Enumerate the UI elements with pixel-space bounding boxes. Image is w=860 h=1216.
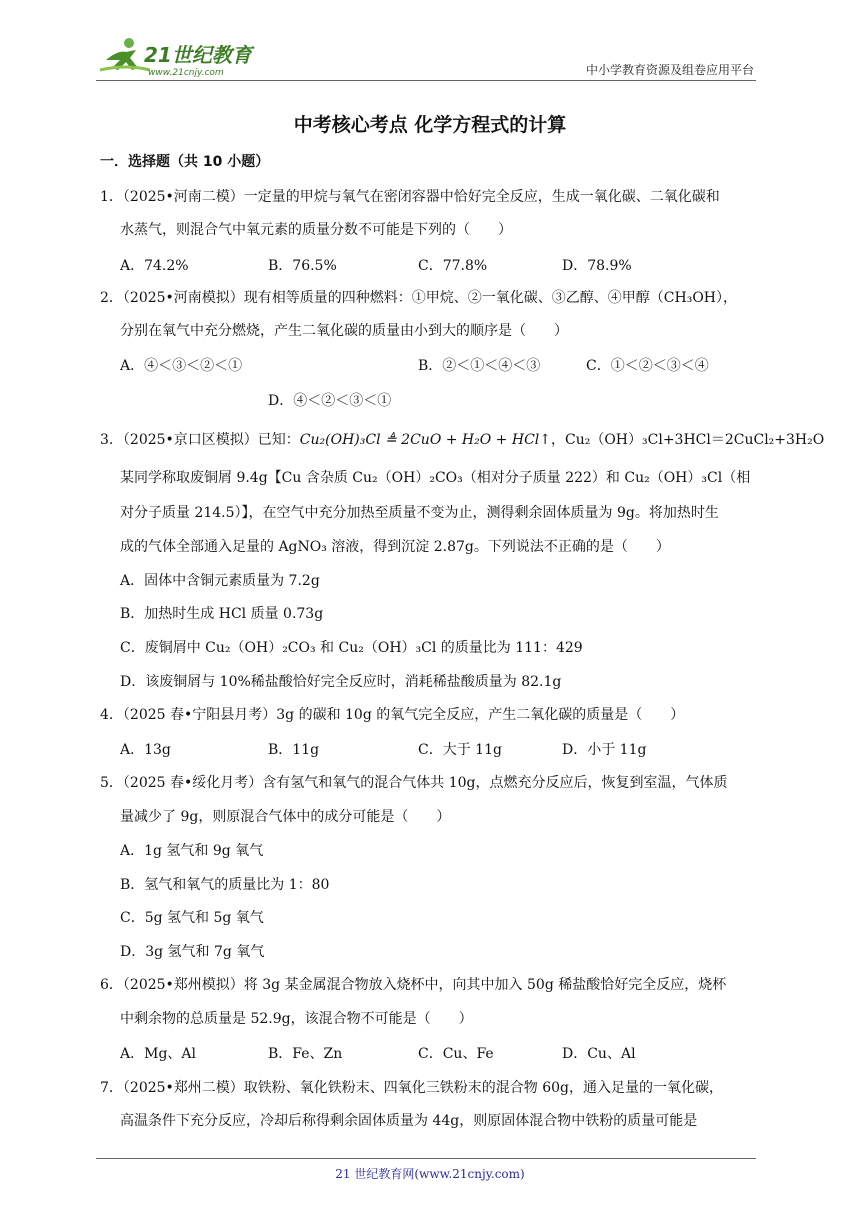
q3-line-3: 对分子质量 214.5）】，在空气中充分加热至质量不变为止，测得剩余固体质量为 9g。将加热时生 bbox=[120, 505, 719, 521]
q3-line-4: 成的气体全部通入足量的 AgNO₃ 溶液，得到沉淀 2.87g。下列说法不正确的是（ ） bbox=[120, 539, 670, 555]
q3-option-c[interactable]: C．废铜屑中 Cu₂（OH）₂CO₃ 和 Cu₂（OH）₃Cl 的质量比为 111：429 bbox=[120, 640, 583, 656]
q6-option-c[interactable]: C．Cu、Fe bbox=[418, 1046, 494, 1062]
logo-runner-icon bbox=[96, 36, 261, 80]
q2-line-2: 分别在氧气中充分燃烧，产生二氧化碳的质量由小到大的顺序是（ ） bbox=[120, 323, 568, 339]
q6-option-b[interactable]: B．Fe、Zn bbox=[268, 1046, 343, 1062]
section-heading: 一．选择题（共 10 小题） bbox=[100, 154, 270, 170]
q5-line-2: 量减少了 9g，则原混合气体中的成分可能是（ ） bbox=[120, 809, 451, 825]
q4-option-b[interactable]: B．11g bbox=[268, 742, 320, 758]
footer-divider bbox=[96, 1158, 756, 1159]
q7-line-2: 高温条件下充分反应，冷却后称得剩余固体质量为 44g，则原固体混合物中铁粉的质量可能是 bbox=[120, 1113, 698, 1129]
header-platform-text: 中小学教育资源及组卷应用平台 bbox=[585, 63, 754, 77]
footer-link[interactable]: 21 世纪教育网(www.21cnjy.com) bbox=[335, 1167, 525, 1181]
q2-option-d[interactable]: D．④＜②＜③＜① bbox=[268, 393, 392, 409]
q6-line-1: 6．（2025•郑州模拟）将 3g 某金属混合物放入烧杯中，向其中加入 50g 稀盐酸恰好完全反应，烧杯 bbox=[100, 977, 727, 993]
q6-line-2: 中剩余物的总质量是 52.9g，该混合物不可能是（ ） bbox=[120, 1011, 473, 1027]
q5-option-b[interactable]: B．氢气和氧气的质量比为 1：80 bbox=[120, 877, 330, 893]
q3-option-b[interactable]: B．加热时生成 HCl 质量 0.73g bbox=[120, 606, 324, 622]
q3-equation: Cu₂(OH)₃Cl ≜ 2CuO + H₂O + HCl↑ bbox=[299, 432, 551, 448]
q2-option-a[interactable]: A．④＜③＜②＜① bbox=[120, 358, 243, 374]
site-logo bbox=[96, 36, 261, 80]
q3-prefix: 3．（2025•京口区模拟）已知： bbox=[100, 432, 300, 448]
header-divider bbox=[96, 80, 756, 81]
q3-option-a[interactable]: A．固体中含铜元素质量为 7.2g bbox=[120, 573, 320, 589]
q3-line-1 bbox=[100, 429, 824, 449]
q5-line-1: 5．（2025 春•绥化月考）含有氢气和氧气的混合气体共 10g，点燃充分反应后，恢复到室温，气体质 bbox=[100, 775, 728, 791]
q4-option-a[interactable]: A．13g bbox=[120, 742, 171, 758]
q1-option-d[interactable]: D．78.9% bbox=[562, 258, 632, 274]
page-title: 中考核心考点 化学方程式的计算 bbox=[293, 114, 567, 136]
q5-option-a[interactable]: A．1g 氢气和 9g 氧气 bbox=[120, 843, 264, 859]
q1-option-c[interactable]: C．77.8% bbox=[418, 258, 488, 274]
q4-line-1: 4．（2025 春•宁阳县月考）3g 的碳和 10g 的氧气完全反应，产生二氧化碳的质量是（ ） bbox=[100, 707, 685, 723]
q2-option-b[interactable]: B．②＜①＜④＜③ bbox=[418, 358, 541, 374]
q6-option-a[interactable]: A．Mg、Al bbox=[120, 1046, 196, 1062]
q7-line-1: 7．（2025•郑州二模）取铁粉、氧化铁粉末、四氧化三铁粉末的混合物 60g，通入足量的一氧化碳， bbox=[100, 1080, 724, 1096]
q1-option-b[interactable]: B．76.5% bbox=[268, 258, 337, 274]
q1-line-1: 1．（2025•河南二模）一定量的甲烷与氧气在密闭容器中恰好完全反应，生成一氧化碳、二氧化碳和 bbox=[100, 189, 720, 205]
q4-option-c[interactable]: C．大于 11g bbox=[418, 742, 502, 758]
q3-line-2: 某同学称取废铜屑 9.4g【Cu 含杂质 Cu₂（OH）₂CO₃（相对分子质量 222）和 Cu₂（OH）₃Cl（相 bbox=[120, 470, 751, 486]
q6-option-d[interactable]: D．Cu、Al bbox=[562, 1046, 636, 1062]
q1-line-2: 水蒸气，则混合气中氧元素的质量分数不可能是下列的（ ） bbox=[120, 222, 512, 238]
logo-text: 21世纪教育 bbox=[144, 43, 252, 67]
q5-option-c[interactable]: C．5g 氢气和 5g 氧气 bbox=[120, 910, 264, 926]
q4-option-d[interactable]: D．小于 11g bbox=[562, 742, 647, 758]
q3-option-d[interactable]: D．该废铜屑与 10%稀盐酸恰好完全反应时，消耗稀盐酸质量为 82.1g bbox=[120, 674, 562, 690]
q2-line-1: 2．（2025•河南模拟）现有相等质量的四种燃料：①甲烷、②一氧化碳、③乙醇、④甲醇（CH₃OH）， bbox=[100, 290, 738, 306]
q1-option-a[interactable]: A．74.2% bbox=[120, 258, 189, 274]
logo-url: www.21cnjy.com bbox=[148, 68, 224, 78]
q5-option-d[interactable]: D．3g 氢气和 7g 氧气 bbox=[120, 944, 265, 960]
q2-option-c[interactable]: C．①＜②＜③＜④ bbox=[586, 358, 709, 374]
q3-equation-2: ，Cu₂（OH）₃Cl+3HCl＝2CuCl₂+3H₂O bbox=[550, 432, 825, 448]
